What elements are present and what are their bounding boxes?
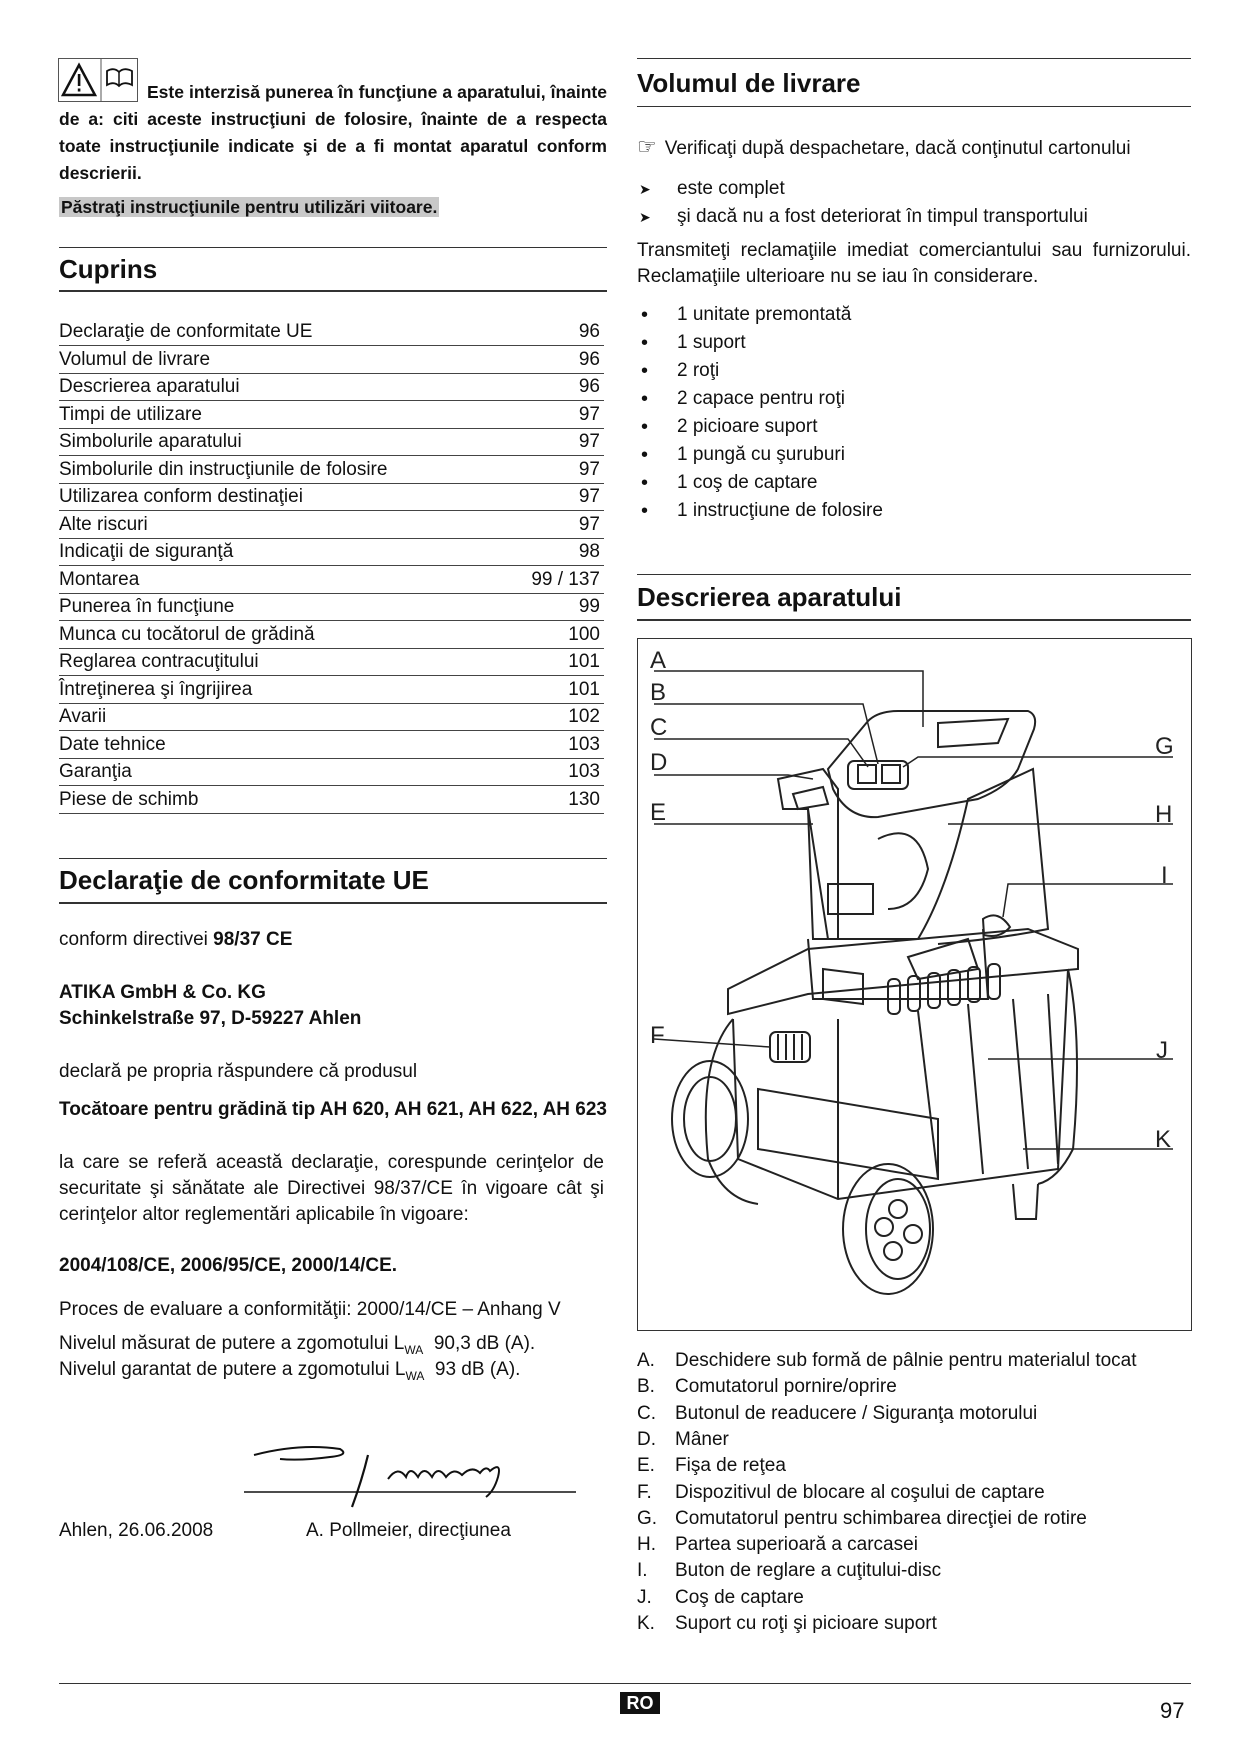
legend-key: B.: [637, 1376, 655, 1398]
toc-label: Munca cu tocătorul de grădină: [59, 623, 315, 645]
divider: [59, 858, 607, 859]
directive-line: conform directivei 98/37 CE: [59, 929, 293, 950]
legend-key: D.: [637, 1428, 656, 1450]
legend-item: [637, 1506, 1087, 1532]
toc-page: 99: [578, 596, 600, 617]
legend-key: E.: [637, 1455, 655, 1477]
toc-row: [59, 401, 604, 429]
legend-text: Mâner: [675, 1428, 729, 1450]
list-item: • 1 unitate premontată: [637, 301, 883, 329]
company-address: Schinkelstraße 97, D-59227 Ahlen: [59, 1008, 362, 1029]
legend-text: Comutatorul pornire/oprire: [675, 1376, 897, 1398]
divider: [637, 106, 1191, 107]
legend-key: K.: [637, 1613, 655, 1634]
toc-label: Reglarea contracuţitului: [59, 651, 259, 672]
toc-page: 96: [578, 376, 600, 397]
toc-label: Utilizarea conform destinaţiei: [59, 486, 303, 507]
list-item: • 2 capace pentru roţi: [637, 385, 883, 413]
legend-text: Buton de reglare a cuţitului-disc: [675, 1560, 942, 1582]
figure-label-g: G: [1155, 733, 1174, 760]
list-item: • 1 suport: [637, 329, 883, 357]
description-title: Descrierea aparatului: [637, 582, 902, 612]
toc-page: 101: [568, 678, 600, 700]
legend-text: Coş de captare: [675, 1586, 804, 1608]
noise-measured: Nivelul măsurat de putere a zgomotului $L_{WA}$ 90,3 dB (A).: [59, 1333, 536, 1357]
toc-label: Date tehnice: [59, 733, 166, 755]
toc-page: 130: [568, 788, 600, 810]
toc-label: Simbolurile aparatului: [59, 431, 242, 452]
declares-text: declară pe propria răspundere că produsul: [59, 1061, 418, 1082]
language-badge: RO: [620, 1692, 660, 1714]
check-line: ☞ Verificaţi după despachetare, dacă conţinutul cartonului: [637, 134, 1131, 159]
toc-label: Garanţia: [59, 761, 132, 782]
list-item: • 2 roţi: [637, 357, 883, 385]
toc-row: [59, 456, 604, 484]
toc-page: 97: [578, 486, 600, 507]
toc-row: [59, 731, 604, 759]
legend-key: J.: [637, 1586, 652, 1608]
divider: [637, 574, 1191, 575]
divider: [59, 902, 607, 904]
figure-label-b: B: [650, 679, 667, 706]
toc-page: 101: [568, 651, 600, 672]
legend-key: H.: [637, 1534, 656, 1556]
figure-label-d: D: [650, 749, 668, 776]
toc-label: Volumul de livrare: [59, 348, 211, 370]
toc-page: 99 / 137: [531, 568, 600, 590]
toc-label: Montarea: [59, 568, 140, 590]
toc-row: [59, 758, 604, 786]
toc-row: [59, 676, 604, 704]
legend-item: [637, 1611, 937, 1637]
legend-text: Comutatorul pentru schimbarea direcţiei de rotire: [675, 1507, 1087, 1529]
legend-text: Deschidere sub formă de pâlnie pentru materialul tocat: [675, 1350, 1137, 1371]
toc-row: [59, 428, 604, 456]
complaint-text: Transmiteţi reclamaţiile imediat comerciantului sau furnizorului. Reclamaţiile ulterioare nu se iau în considerare.: [637, 240, 1191, 287]
company-name: ATIKA GmbH & Co. KG: [59, 982, 266, 1003]
legend-text: Butonul de readucere / Siguranţa motorului: [675, 1402, 1038, 1424]
product-name: Tocătoare pentru grădină tip AH 620, AH 621, AH 622, AH 623: [59, 1099, 607, 1120]
delivery-items: [637, 301, 883, 525]
toc-label: Indicaţii de siguranţă: [59, 541, 234, 562]
toc-page: 98: [578, 541, 600, 562]
conformity-text: la care se referă această declaraţie, corespunde cerinţelor de securitate şi sănătate ale Directivei 98/37/CE în vigoare cât şi cerinţelor altor reglementări aplicabile în vigoare:: [59, 1152, 604, 1225]
toc-title: Cuprins: [59, 254, 158, 284]
figure-label-f: F: [650, 1022, 665, 1049]
figure-label-k: K: [1155, 1126, 1172, 1153]
pointing-hand-icon: ☞: [637, 134, 657, 159]
device-figure: [637, 638, 1192, 1331]
toc-page: 97: [578, 458, 600, 480]
legend-text: Suport cu roţi şi picioare suport: [675, 1613, 937, 1634]
toc-row: [59, 786, 604, 814]
divider: [59, 247, 607, 248]
toc-row: [59, 648, 604, 676]
figure-label-c: C: [650, 714, 668, 741]
figure-label-e: E: [650, 799, 667, 826]
toc-row: [59, 593, 604, 621]
toc-label: Punerea în funcţiune: [59, 596, 235, 617]
legend-item: [637, 1558, 941, 1584]
legend-item: [637, 1532, 918, 1558]
list-item: ➤ şi dacă nu a fost deteriorat în timpul transportului: [637, 203, 1088, 231]
figure-label-h: H: [1155, 801, 1173, 828]
garden-shredder-illustration: [638, 639, 1191, 1330]
divider: [637, 58, 1191, 59]
toc-label: Declaraţie de conformitate UE: [59, 321, 313, 342]
legend-item: [637, 1453, 786, 1479]
declaration-title: Declaraţie de conformitate UE: [59, 865, 429, 895]
toc-row: [59, 566, 604, 594]
toc-row: [59, 483, 604, 511]
toc-page: 97: [578, 513, 600, 535]
page-number: 97: [1160, 1698, 1185, 1723]
toc-page: 96: [578, 348, 600, 370]
toc-page: 96: [578, 321, 600, 342]
legend-key: F.: [637, 1481, 652, 1503]
procedure-text: Proces de evaluare a conformităţii: 2000/14/CE – Anhang V: [59, 1299, 561, 1320]
figure-label-i: I: [1161, 862, 1168, 889]
list-item: • 1 coş de captare: [637, 469, 883, 497]
keep-instructions-note: Păstraţi instrucţiunile pentru utilizări viitoare.: [61, 197, 438, 217]
list-item: • 1 pungă cu şuruburi: [637, 441, 883, 469]
place-date: Ahlen, 26.06.2008: [59, 1520, 214, 1541]
legend-item: [637, 1480, 1045, 1506]
toc-page: 97: [578, 431, 600, 452]
signatory: A. Pollmeier, direcţiunea: [306, 1520, 511, 1541]
toc-row: [59, 621, 604, 649]
toc-page: 103: [568, 761, 600, 782]
toc-row: [59, 703, 604, 731]
toc-label: Descrierea aparatului: [59, 376, 240, 397]
toc-label: Piese de schimb: [59, 788, 199, 810]
toc-label: Simbolurile din instrucţiunile de folosire: [59, 458, 388, 480]
delivery-title: Volumul de livrare: [637, 68, 861, 98]
legend-text: Dispozitivul de blocare al coşului de captare: [675, 1481, 1045, 1503]
legend-key: I.: [637, 1560, 648, 1582]
check-list: [637, 175, 1088, 231]
toc-page: 97: [578, 403, 600, 425]
toc-row: [59, 511, 604, 539]
directives-list: 2004/108/CE, 2006/95/CE, 2000/14/CE.: [59, 1255, 398, 1276]
legend-key: C.: [637, 1402, 656, 1424]
legend-key: A.: [637, 1350, 655, 1371]
legend-item: [637, 1348, 1137, 1374]
legend-key: G.: [637, 1507, 658, 1529]
figure-label-j: J: [1156, 1037, 1168, 1064]
list-item: • 2 picioare suport: [637, 413, 883, 441]
legend-item: [637, 1401, 1037, 1427]
toc-page: 103: [568, 733, 600, 755]
legend-text: Partea superioară a carcasei: [675, 1534, 918, 1556]
toc-page: 102: [568, 706, 600, 727]
toc-row: [59, 318, 604, 346]
toc-label: Timpi de utilizare: [59, 403, 202, 425]
divider: [59, 290, 607, 292]
toc-label: Întreţinerea şi îngrijirea: [59, 678, 253, 700]
toc-label: Avarii: [59, 706, 107, 727]
toc-label: Alte riscuri: [59, 513, 148, 535]
legend-item: [637, 1427, 729, 1453]
toc-page: 100: [568, 623, 600, 645]
legend-item: [637, 1585, 804, 1611]
figure-label-a: A: [650, 647, 667, 674]
legend-text: Fişa de reţea: [675, 1455, 786, 1477]
list-item: • 1 instrucţiune de folosire: [637, 497, 883, 525]
toc-row: [59, 538, 604, 566]
divider: [637, 619, 1191, 621]
signature: [240, 1435, 580, 1515]
legend-item: [637, 1374, 897, 1400]
toc-row: [59, 346, 604, 374]
toc-row: [59, 373, 604, 401]
noise-guaranteed: Nivelul garantat de putere a zgomotului $L_{WA}$ 93 dB (A).: [59, 1359, 521, 1383]
list-item: ➤ este complet: [637, 175, 1088, 203]
warning-text: Este interzisă punerea în funcţiune a aparatului, înainte de a: citi aceste instrucţiuni de folosire, înainte de a respecta toate instrucţiunile indicate şi de a fi montat aparatul conform descrierii.: [59, 82, 607, 183]
footer-divider: [59, 1683, 1191, 1684]
